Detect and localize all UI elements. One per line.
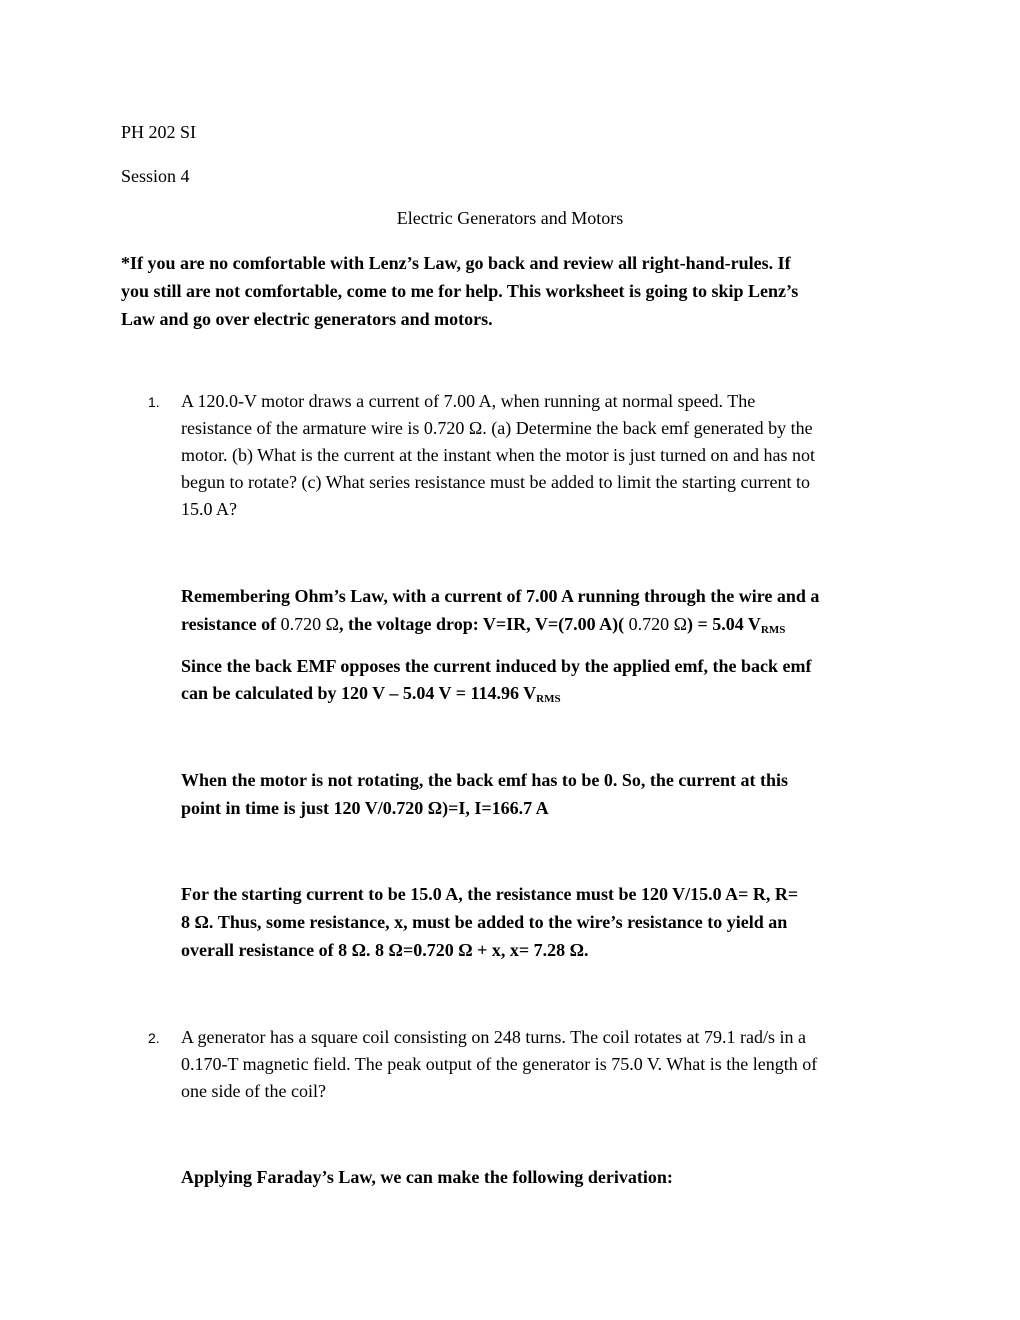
- question-line: begun to rotate? (c) What series resistance must be added to limit the starting current to: [181, 472, 810, 492]
- answer-line: [181, 680, 901, 707]
- question-line: 0.170-T magnetic field. The peak output of the generator is 75.0 V. What is the length of: [181, 1054, 818, 1074]
- course-code: PH 202 SI: [121, 122, 197, 142]
- answer-2-intro: Applying Faraday’s Law, we can make the following derivation:: [181, 1167, 673, 1187]
- answer-value: 0.720 Ω: [628, 614, 687, 634]
- answer-line: Since the back EMF opposes the current induced by the applied emf, the back emf: [181, 656, 812, 676]
- answer-line: overall resistance of 8 Ω. 8 Ω=0.720 Ω + x, x= 7.28 Ω.: [181, 940, 589, 960]
- problem-number: 2.: [148, 1030, 160, 1046]
- question-line: A generator has a square coil consisting on 248 turns. The coil rotates at 79.1 rad/s in a: [181, 1027, 807, 1047]
- problem-2-question: [181, 1024, 901, 1105]
- problem-number: 1.: [148, 394, 160, 410]
- answer-text: can be calculated by 120 V – 5.04 V = 114.96 V: [181, 683, 537, 703]
- session-label: Session 4: [121, 166, 190, 186]
- question-line: A 120.0-V motor draws a current of 7.00 A, when running at normal speed. The: [181, 391, 756, 411]
- answer-text: , the voltage drop: V=IR, V=(7.00 A)(: [339, 614, 629, 634]
- subscript: RMS: [536, 693, 561, 705]
- answer-line: [181, 610, 901, 638]
- answer-text: ) = 5.04 V: [686, 614, 761, 634]
- page-title: Electric Generators and Motors: [396, 208, 624, 228]
- question-line: resistance of the armature wire is 0.720 Ω. (a) Determine the back emf generated by the: [181, 418, 813, 438]
- answer-line: 8 Ω. Thus, some resistance, x, must be added to the wire’s resistance to yield an: [181, 912, 788, 932]
- intro-note-line: *If you are no comfortable with Lenz’s Law, go back and review all right-hand-rules. If: [121, 253, 791, 273]
- subscript: RMS: [760, 624, 786, 636]
- answer-line: point in time is just 120 V/0.720 Ω)=I, I=166.7 A: [181, 798, 549, 818]
- question-line: 15.0 A?: [181, 499, 237, 519]
- answer-line: When the motor is not rotating, the back emf has to be 0. So, the current at this: [181, 770, 788, 790]
- answer-text: resistance of: [181, 614, 281, 634]
- answer-line: For the starting current to be 15.0 A, the resistance must be 120 V/15.0 A= R, R=: [181, 884, 799, 904]
- answer-value: 0.720 Ω: [280, 614, 340, 634]
- answer-1b: [181, 766, 901, 822]
- answer-1c: [181, 880, 901, 964]
- problem-1-question: [181, 388, 901, 523]
- intro-note-line: Law and go over electric generators and motors.: [121, 309, 493, 329]
- question-line: motor. (b) What is the current at the instant when the motor is just turned on and has not: [181, 445, 816, 465]
- answer-1a-part1: [181, 582, 901, 638]
- intro-note: [121, 249, 911, 333]
- intro-note-line: you still are not comfortable, come to me for help. This worksheet is going to skip Lenz’s: [121, 281, 799, 301]
- answer-1a-part2: [181, 653, 901, 707]
- answer-line: Remembering Ohm’s Law, with a current of 7.00 A running through the wire and a: [181, 586, 820, 606]
- question-line: one side of the coil?: [181, 1081, 326, 1101]
